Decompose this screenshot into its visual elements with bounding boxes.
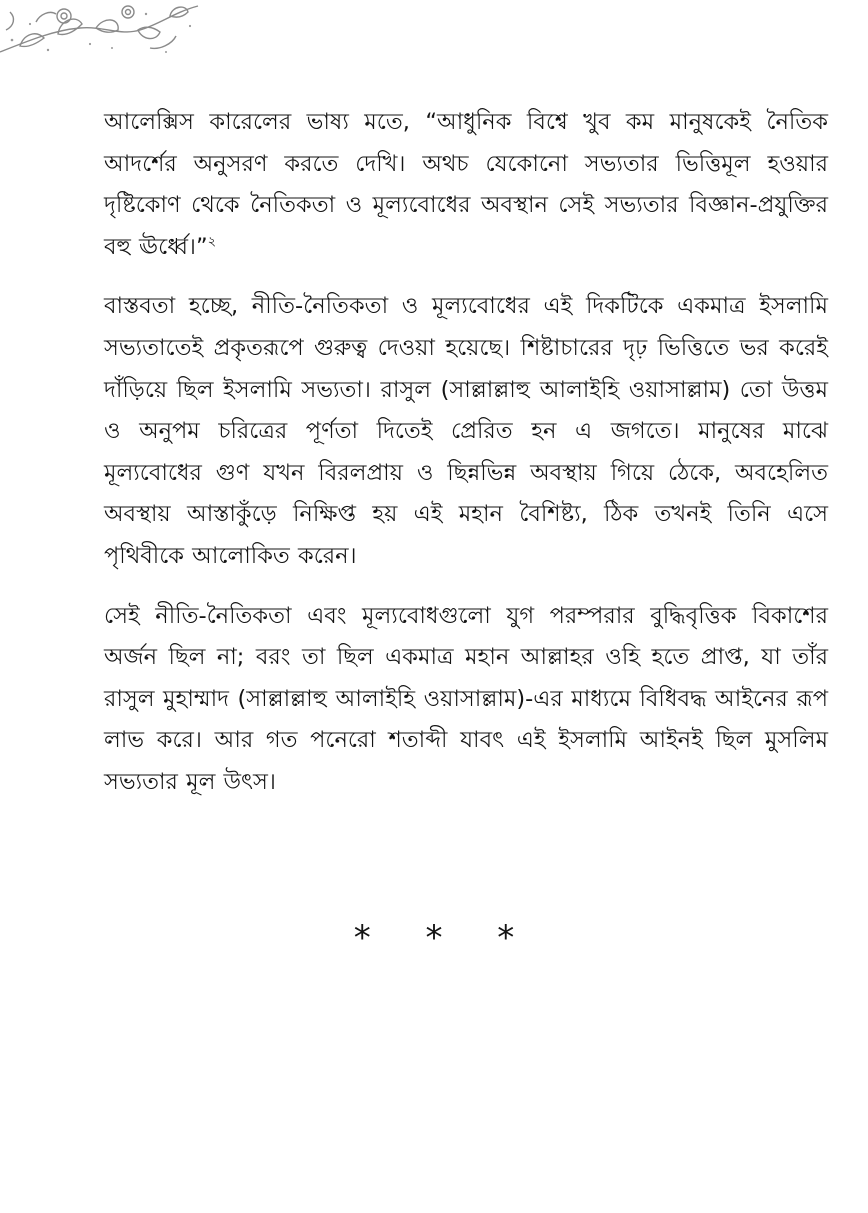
page-body [104,102,828,822]
paragraph-quote-carrel [104,102,828,268]
floral-corner-ornament-icon [0,0,200,62]
paragraph-islamic-civilization [104,286,828,577]
paragraph-text: বাস্তবতা হচ্ছে, নীতি-নৈতিকতা ও মূল্যবোধের এই দিকটিকে একমাত্র ইসলামি সভ্যতাতেই প্রকৃতরূপে গুরুত্ব দেওয়া হয়েছে। শিষ্টাচারের দৃঢ় ভিত্তিতে ভর করেই দাঁড়িয়ে ছিল ইসলামি সভ্যতা। রাসুল (সাল্লাল্লাহু আলাইহি ওয়াসাল্লাম) তো উত্তম ও অনুপম চরিত্রের পূর্ণতা দিতেই প্রেরিত হন এ জগতে। মানুষের মাঝে মূল্যবোধের গুণ যখন বিরলপ্রায় ও ছিন্নভিন্ন অবস্থায় গিয়ে ঠেকে, অবহেলিত অবস্থায় আস্তাকুঁড়ে নিক্ষিপ্ত হয় এই মহান বৈশিষ্ট্য, ঠিক তখনই তিনি এসে পৃথিবীকে আলোকিত করেন। [104,293,828,569]
paragraph-text: আলেক্সিস কারেলের ভাষ্য মতে, “আধুনিক বিশ্বে খুব কম মানুষকেই নৈতিক আদর্শের অনুসরণ করতে দেখি। অথচ যেকোনো সভ্যতার ভিত্তিমূল হওয়ার দৃষ্টিকোণ থেকে নৈতিকতা ও মূল্যবোধের অবস্থান সেই সভ্যতার বিজ্ঞান-প্রযুক্তির বহু ঊর্ধ্বে।” [104,109,828,260]
paragraph-revelation-law [104,596,828,804]
footnote-reference: ২ [207,234,217,250]
paragraph-text: সেই নীতি-নৈতিকতা এবং মূল্যবোধগুলো যুগ পরম্পরার বুদ্ধিবৃত্তিক বিকাশের অর্জন ছিল না; বরং তা ছিল একমাত্র মহান আল্লাহর ওহি হতে প্রাপ্ত, যা তাঁর রাসুল মুহাম্মাদ (সাল্লাল্লাহু আলাইহি ওয়াসাল্লাম)-এর মাধ্যমে বিধিবদ্ধ আইনের রূপ লাভ করে। আর গত পনেরো শতাব্দী যাবৎ এই ইসলামি আইনই ছিল মুসলিম সভ্যতার মূল উৎস। [104,602,828,795]
section-separator: * * * [353,918,537,958]
